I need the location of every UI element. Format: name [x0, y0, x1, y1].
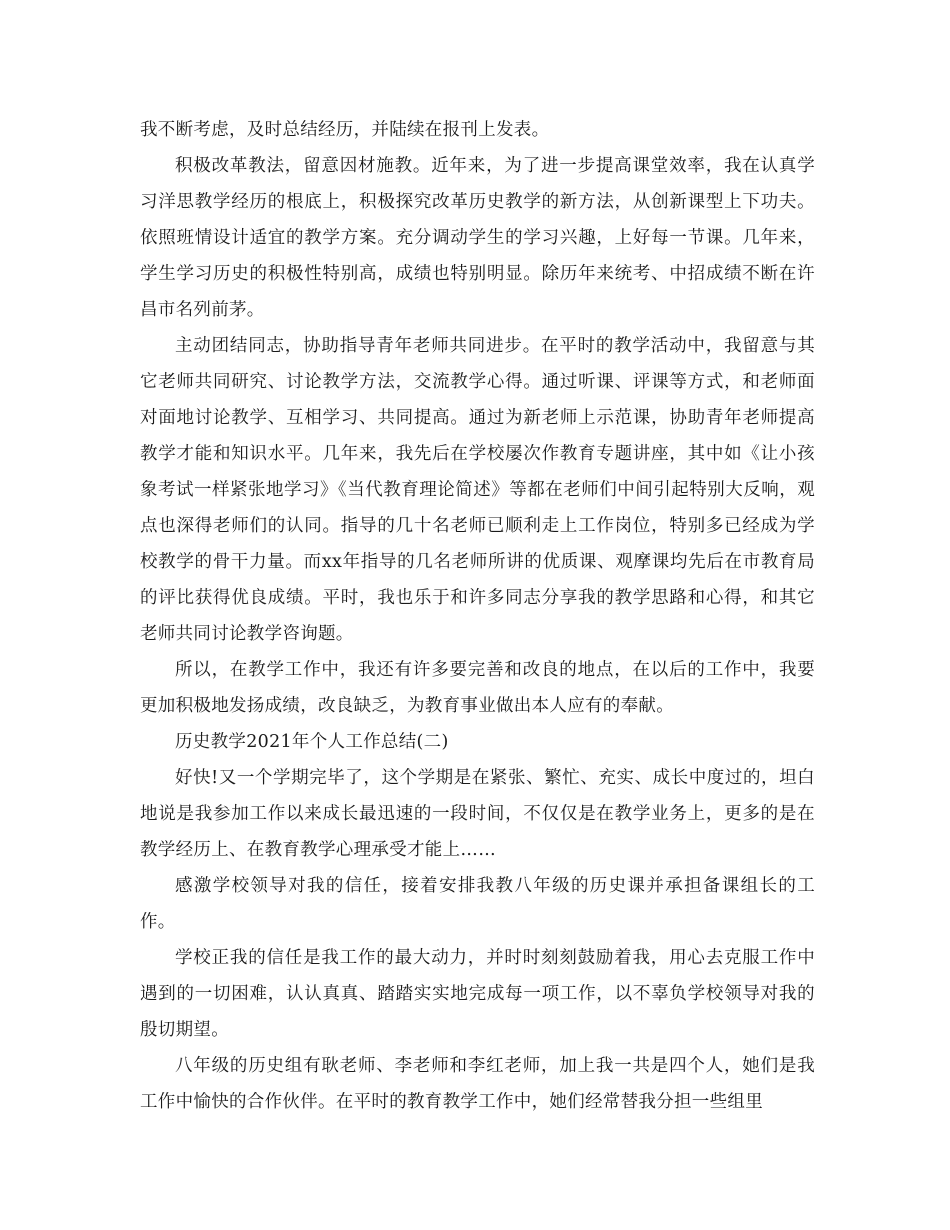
paragraph-conclusion: 所以，在教学工作中，我还有许多要完善和改良的地点，在以后的工作中，我要更加积极地发扬成绩，改良缺乏，为教育事业做出本人应有的奉献。: [140, 660, 815, 716]
paragraph-trust: 学校正我的信任是我工作的最大动力，并时时刻刻鼓励着我，用心去克服工作中遇到的一切困难，认认真真、踏踏实实地完成每一项工作，以不辜负学校领导对我的殷切期望。: [140, 948, 815, 1040]
paragraph-thanks: 感激学校领导对我的信任，接着安排我教八年级的历史课并承担备课组长的工作。: [140, 876, 815, 932]
paragraph-mentoring: 主动团结同志，协助指导青年老师共同进步。在平时的教学活动中，我留意与其它老师共同研究、讨论教学方法，交流教学心得。通过听课、评课等方式，和老师面对面地讨论教学、互相学习、共同提高。通过为新老师上示范课，协助青年老师提高教学才能和知识水平。几年来，我先后在学校屡次作教育专题讲座，其中如《让小孩象考试一样紧张地学习》《当代教育理论简述》等都在老师们中间引起特别大反响，观点也深得老师们的认同。指导的几十名老师已顺利走上工作岗位，特别多已经成为学校教学的骨干力量。而xx年指导的几名老师所讲的优质课、观摩课均先后在市教育局的评比获得优良成绩。平时，我也乐于和许多同志分享我的教学思路和心得，和其它老师共同讨论教学咨询题。: [140, 336, 815, 644]
paragraph-team: 八年级的历史组有耿老师、李老师和李红老师，加上我一共是四个人，她们是我工作中愉快的合作伙伴。在平时的教育教学工作中，她们经常替我分担一些组里: [140, 1056, 815, 1112]
section-heading: 历史教学2021年个人工作总结(二): [175, 732, 449, 752]
document-body: [140, 112, 815, 1120]
paragraph-teaching-reform: 积极改革教法，留意因材施教。近年来，为了进一步提高课堂效率，我在认真学习洋思教学经历的根底上，积极探究改革历史教学的新方法，从创新课型上下功夫。依照班情设计适宜的教学方案。充分调动学生的学习兴趣，上好每一节课。几年来，学生学习历史的积极性特别高，成绩也特别明显。除历年来统考、中招成绩不断在许昌市名列前茅。: [140, 156, 815, 320]
paragraph-continuation: 我不断考虑，及时总结经历，并陆续在报刊上发表。: [140, 120, 550, 140]
paragraph-semester-intro: 好快!又一个学期完毕了，这个学期是在紧张、繁忙、充实、成长中度过的，坦白地说是我参加工作以来成长最迅速的一段时间，不仅仅是在教学业务上，更多的是在教学经历上、在教育教学心理承受才能上……: [140, 768, 815, 860]
